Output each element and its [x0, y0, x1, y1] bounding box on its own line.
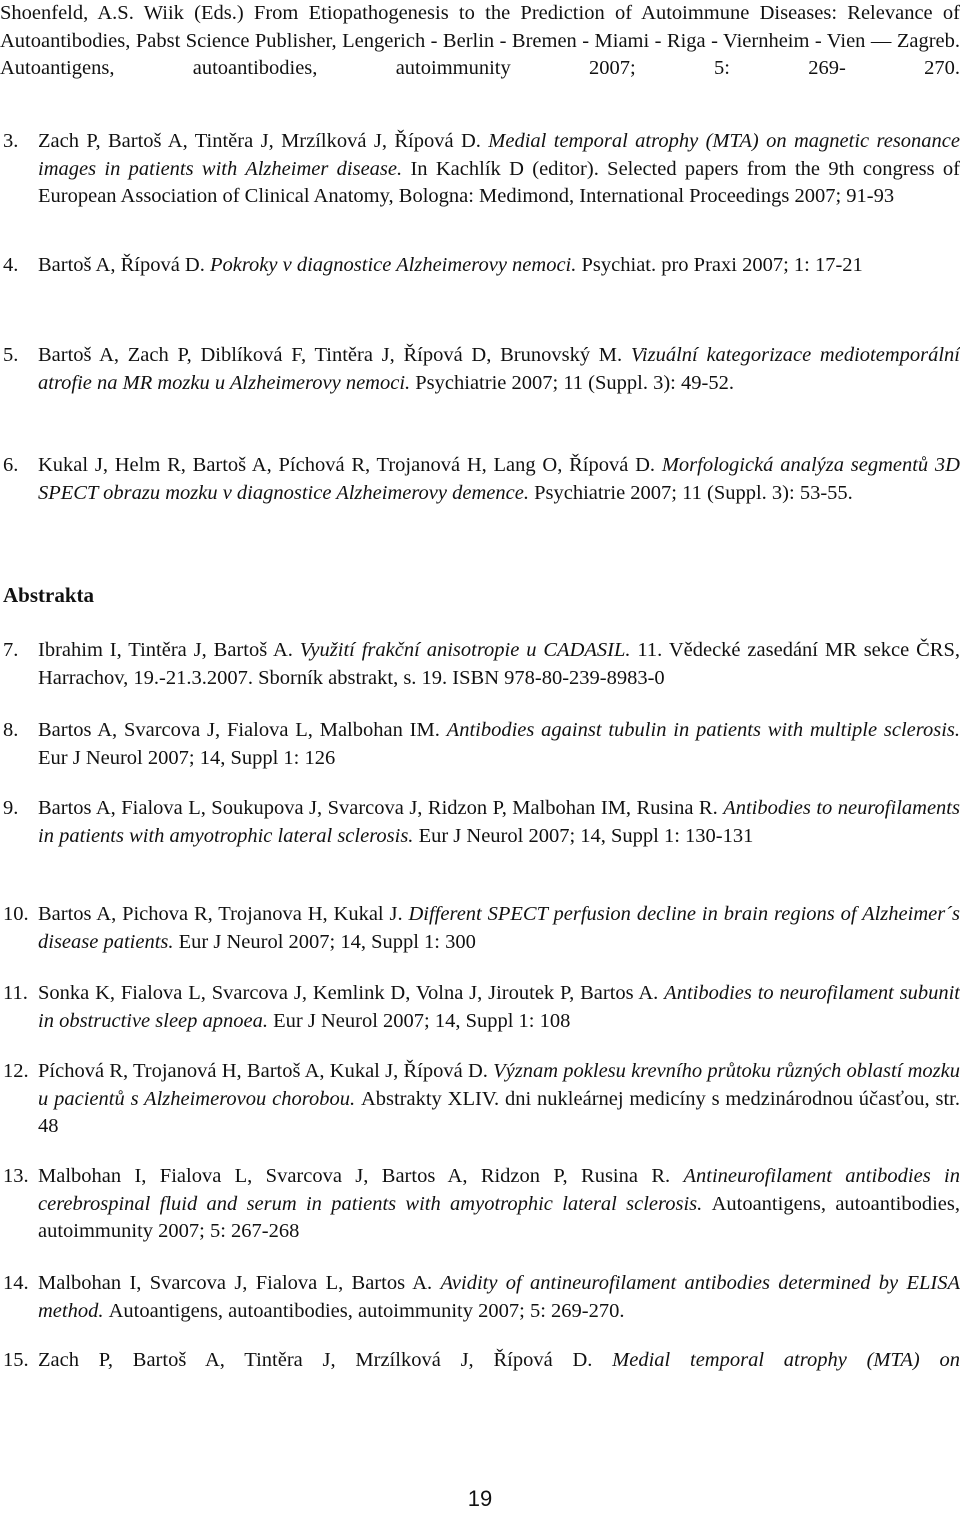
reference-title: Morfologická analýza segmentů 3D SPECT obrazu mozku v diagnostice Alzheimerovy demence.: [38, 454, 960, 504]
abstract-title: Antibodies to neurofilament subunit in obstructive sleep apnoea.: [38, 982, 960, 1032]
abstract-title: Využití frakční anisotropie u CADASIL.: [299, 639, 638, 661]
reference-source: In Kachlík D (editor). Selected papers from the 9th congress of European Association of Clinical Anatomy, Bologna: Medimond, International Proceedings 2007; 91-93: [38, 157, 960, 207]
abstract-authors: Bartos A, Pichova R, Trojanova H, Kukal J.: [38, 903, 409, 925]
abstract-number: 10.: [3, 903, 29, 925]
reference-source: Psychiatrie 2007; 11 (Suppl. 3): 49-52.: [415, 371, 734, 394]
abstract-title: Avidity of antineurofilament antibodies determined by ELISA method.: [38, 1272, 960, 1322]
abstract-authors: Bartos A, Svarcova J, Fialova L, Malbohan IM.: [38, 719, 447, 741]
abstract-number: 8.: [3, 719, 19, 741]
reference-source: Psychiatrie 2007; 11 (Suppl. 3): 53-55.: [534, 481, 853, 504]
abstract-source: Autoantigens, autoantibodies, autoimmunity 2007; 5: 269-270.: [108, 1299, 625, 1322]
abstract-authors: Bartos A, Fialova L, Soukupova J, Svarcova J, Ridzon P, Malbohan IM, Rusina R.: [38, 797, 724, 819]
abstract-source: Eur J Neurol 2007; 14, Suppl 1: 300: [178, 930, 476, 953]
abstract-title: Význam poklesu krevního průtoku různých oblastí mozku u pacientů s Alzheimerovou chorobou.: [38, 1060, 960, 1110]
abstract-source: Eur J Neurol 2007; 14, Suppl 1: 108: [273, 1009, 571, 1032]
reference-continuation-text: [0, 0, 960, 83]
abstract-text: [38, 1347, 960, 1375]
abstract-text: [38, 901, 960, 956]
abstract-text: [38, 717, 960, 772]
abstract-number: 15.: [3, 1349, 29, 1371]
abstract-source: Eur J Neurol 2007; 14, Suppl 1: 130-131: [418, 824, 754, 847]
abstract-title: Different SPECT perfusion decline in brain regions of Alzheimer´s disease patients.: [38, 903, 960, 953]
abstract-number: 7.: [3, 639, 19, 661]
abstract-title: Antibodies against tubulin in patients with multiple sclerosis.: [446, 719, 960, 741]
abstract-source: Eur J Neurol 2007; 14, Suppl 1: 126: [38, 746, 336, 769]
abstract-authors: Ibrahim I, Tintěra J, Bartoš A.: [38, 639, 300, 661]
abstract-source: 11. Vědecké zasedání MR sekce ČRS, Harrachov, 19.-21.3.2007. Sborník abstrakt, s. 19. ISBN 978-80-239-8983-0: [38, 639, 960, 689]
abstract-authors: Malbohan I, Svarcova J, Fialova L, Bartos A.: [38, 1272, 441, 1294]
abstract-number: 12.: [3, 1060, 29, 1082]
reference-source: Psychiat. pro Praxi 2007; 1: 17-21: [581, 254, 863, 276]
reference-text: [38, 452, 960, 507]
reference-title: Medial temporal atrophy (MTA) on magnetic resonance images in patients with Alzheimer disease.: [38, 130, 960, 180]
abstract-title: Antibodies to neurofilaments in patients with amyotrophic lateral sclerosis.: [38, 797, 960, 847]
section-heading: Abstrakta: [3, 583, 95, 607]
reference-text: [38, 342, 960, 397]
abstract-number: 9.: [3, 797, 19, 819]
reference-number: 5.: [3, 344, 19, 366]
abstract-source: Autoantigens, autoantibodies, autoimmunity 2007; 5: 267-268: [38, 1192, 960, 1242]
reference-authors: Bartoš A, Zach P, Diblíková F, Tintěra J, Řípová D, Brunovský M.: [38, 344, 631, 366]
abstract-text: [38, 1058, 960, 1141]
reference-number: 6.: [3, 454, 19, 476]
abstract-number: 11.: [3, 982, 28, 1004]
abstract-text: [38, 1163, 960, 1246]
abstract-authors: Sonka K, Fialova L, Svarcova J, Kemlink D, Volna J, Jiroutek P, Bartos A.: [38, 982, 665, 1004]
abstract-text: [38, 1270, 960, 1325]
abstract-text: [38, 637, 960, 692]
abstract-source: Abstrakty XLIV. dni nukleárnej medicíny s medzinárodnou účasťou, str. 48: [38, 1087, 960, 1137]
page-number: 19: [467, 1486, 493, 1511]
reference-authors: Bartoš A, Řípová D.: [38, 254, 210, 276]
abstract-authors: Píchová R, Trojanová H, Bartoš A, Kukal J, Řípová D.: [38, 1060, 494, 1082]
reference-authors: Kukal J, Helm R, Bartoš A, Píchová R, Trojanová H, Lang O, Řípová D.: [38, 454, 662, 476]
abstract-authors: Malbohan I, Fialova L, Svarcova J, Bartos A, Ridzon P, Rusina R.: [38, 1165, 684, 1187]
abstract-text: [38, 795, 960, 850]
reference-title: Pokroky v diagnostice Alzheimerovy nemoci.: [209, 254, 582, 276]
reference-continuation-body: Shoenfeld, A.S. Wiik (Eds.) From Etiopathogenesis to the Prediction of Autoimmune Diseases: Relevance of Autoantibodies, Pabst Science Publisher, Lengerich - Berlin - Bremen - Miami - Riga - Viernheim - Vien — Zagreb. Autoantigens, autoantibodies, autoimmunity 2007; 5: 269- 270.: [0, 2, 960, 79]
abstract-number: 14.: [3, 1272, 29, 1294]
abstract-text: [38, 980, 960, 1035]
abstract-number: 13.: [3, 1165, 29, 1187]
reference-number: 4.: [3, 254, 19, 276]
abstract-authors: Zach P, Bartoš A, Tintěra J, Mrzílková J, Řípová D.: [38, 1349, 613, 1371]
abstract-title: Antineurofilament antibodies in cerebrospinal fluid and serum in patients with amyotrophic lateral sclerosis.: [38, 1165, 960, 1215]
reference-text: [38, 252, 960, 280]
reference-text: [38, 128, 960, 211]
reference-number: 3.: [3, 130, 19, 152]
reference-authors: Zach P, Bartoš A, Tintěra J, Mrzílková J, Řípová D.: [38, 130, 489, 152]
abstract-title: Medial temporal atrophy (MTA) on: [612, 1349, 960, 1371]
reference-title: Vizuální kategorizace mediotemporální atrofie na MR mozku u Alzheimerovy nemoci.: [38, 344, 960, 394]
